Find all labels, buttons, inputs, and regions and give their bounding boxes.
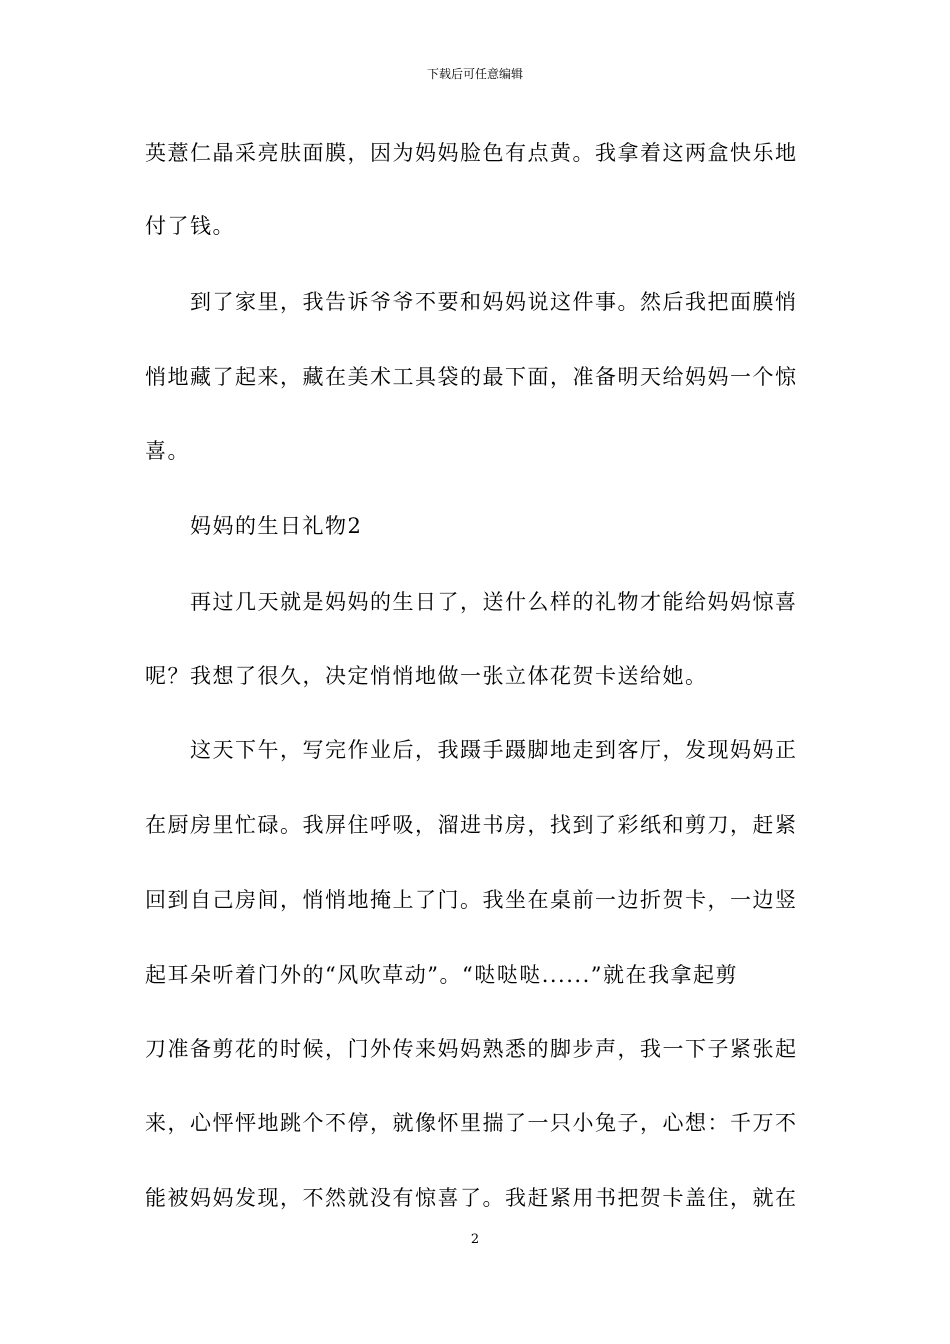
section-heading: 妈妈的生日礼物2 — [145, 514, 363, 538]
text-line: 这天下午，写完作业后，我蹑手蹑脚地走到客厅，发现妈妈正 — [145, 738, 798, 762]
text-line: 悄地藏了起来，藏在美术工具袋的最下面，准备明天给妈妈一个惊 — [145, 365, 798, 389]
text-line: 来，心怦怦地跳个不停，就像怀里揣了一只小兔子，心想：千万不 — [145, 1111, 798, 1135]
text-line: 英薏仁晶采亮肤面膜，因为妈妈脸色有点黄。我拿着这两盒快乐地 — [145, 141, 798, 165]
text-line: 能被妈妈发现，不然就没有惊喜了。我赶紧用书把贺卡盖住，就在 — [145, 1186, 798, 1210]
page-header: 下载后可任意编辑 — [426, 67, 523, 81]
text-line: 喜。 — [145, 439, 190, 463]
text-line: 起耳朵听着门外的“风吹草动”。“哒哒哒......”就在我拿起剪 — [145, 963, 738, 987]
text-line: 回到自己房间，悄悄地掩上了门。我坐在桌前一边折贺卡，一边竖 — [145, 888, 798, 912]
text-line: 刀准备剪花的时候，门外传来妈妈熟悉的脚步声，我一下子紧张起 — [145, 1037, 798, 1061]
text-line: 在厨房里忙碌。我屏住呼吸，溜进书房，找到了彩纸和剪刀，赶紧 — [145, 813, 798, 837]
text-line: 再过几天就是妈妈的生日了，送什么样的礼物才能给妈妈惊喜 — [145, 590, 798, 614]
text-line: 到了家里，我告诉爷爷不要和妈妈说这件事。然后我把面膜悄 — [145, 290, 798, 314]
text-line: 呢？我想了很久，决定悄悄地做一张立体花贺卡送给她。 — [145, 664, 708, 688]
page-number: 2 — [470, 1232, 480, 1247]
text-line: 付了钱。 — [145, 214, 235, 238]
